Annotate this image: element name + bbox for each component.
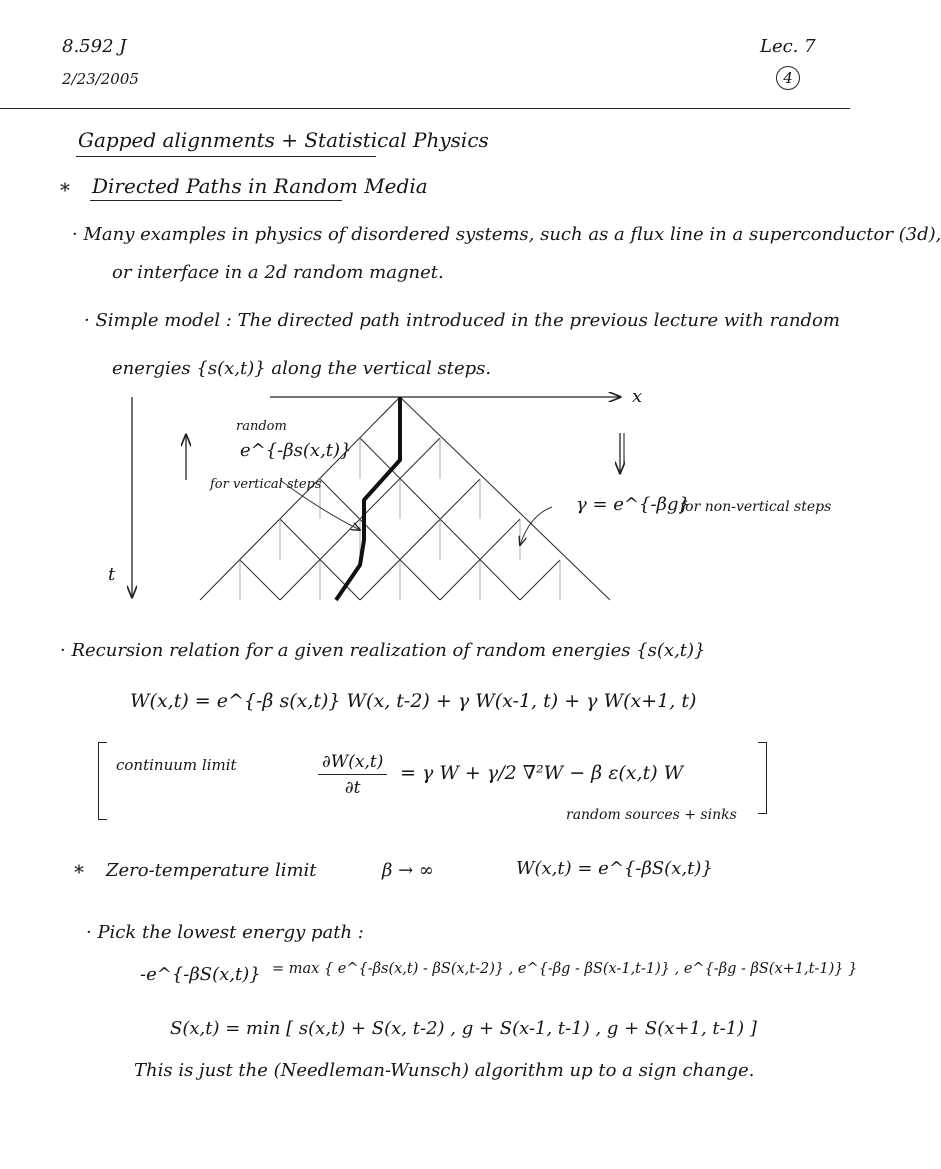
- recursion-intro: · Recursion relation for a given realization of random energies {s(x,t)}: [60, 640, 706, 661]
- paragraph-2-line-2: energies {s(x,t)} along the vertical steps.: [112, 358, 492, 379]
- conclusion: This is just the (Needleman-Wunsch) algorithm up to a sign change.: [134, 1060, 755, 1081]
- heading-underline: [90, 200, 342, 201]
- section-bullet: *: [60, 178, 70, 202]
- lecture-number: Lec. 7: [760, 36, 816, 57]
- zero-temp-label: Zero-temperature limit: [106, 860, 317, 881]
- x-axis-label: x: [632, 386, 643, 407]
- time-derivative: [318, 752, 387, 798]
- non-vertical-note: for non-vertical steps: [680, 499, 832, 515]
- left-bracket: [98, 742, 107, 820]
- right-bracket: [758, 742, 767, 814]
- max-equation-rhs: = max { e^{-βs(x,t) - βS(x,t-2)} , e^{-βg - βS(x-1,t-1)} , e^{-βg - βS(x+1,t-1)} }: [272, 961, 858, 977]
- header-rule: [0, 108, 850, 109]
- lowest-path-intro: · Pick the lowest energy path :: [86, 922, 364, 943]
- vertical-weight: e^{-βs(x,t)}: [240, 440, 352, 461]
- vertical-steps-note: for vertical steps: [210, 477, 322, 492]
- section-heading: Directed Paths in Random Media: [92, 174, 428, 198]
- zero-temp-bullet: *: [74, 860, 84, 884]
- course-number: 8.592 J: [62, 36, 127, 57]
- page-title: Gapped alignments + Statistical Physics: [78, 128, 489, 152]
- max-equation-lhs: -e^{-βS(x,t)}: [140, 964, 261, 985]
- sources-sinks-note: random sources + sinks: [566, 807, 737, 823]
- recursion-equation: W(x,t) = e^{-β s(x,t)} W(x, t-2) + γ W(x-1, t) + γ W(x+1, t): [130, 690, 697, 712]
- lecture-date: 2/23/2005: [62, 70, 139, 88]
- paragraph-1-line-2: or interface in a 2d random magnet.: [112, 262, 444, 283]
- beta-limit: β → ∞: [382, 860, 434, 881]
- paragraph-1-line-1: · Many examples in physics of disordered systems, such as a flux line in a superconductor (3d),: [72, 224, 941, 245]
- derivative-numerator: ∂W(x,t): [318, 752, 387, 775]
- min-equation: S(x,t) = min [ s(x,t) + S(x, t-2) , g + S(x-1, t-1) , g + S(x+1, t-1) ]: [170, 1018, 757, 1039]
- zero-temp-equation: W(x,t) = e^{-βS(x,t)}: [516, 858, 713, 879]
- continuum-equation: = γ W + γ/2 ∇²W − β ε(x,t) W: [400, 762, 684, 784]
- paragraph-2-line-1: · Simple model : The directed path introduced in the previous lecture with random: [84, 310, 840, 331]
- derivative-denominator: ∂t: [344, 778, 361, 798]
- directed-path-diagram: [120, 385, 840, 610]
- title-underline: [76, 156, 376, 157]
- random-label: random: [236, 419, 287, 434]
- continuum-label: continuum limit: [116, 756, 237, 774]
- page-number: 4: [776, 66, 800, 90]
- gamma-equation: γ = e^{-βg}: [576, 494, 690, 515]
- t-axis-label: t: [108, 564, 116, 585]
